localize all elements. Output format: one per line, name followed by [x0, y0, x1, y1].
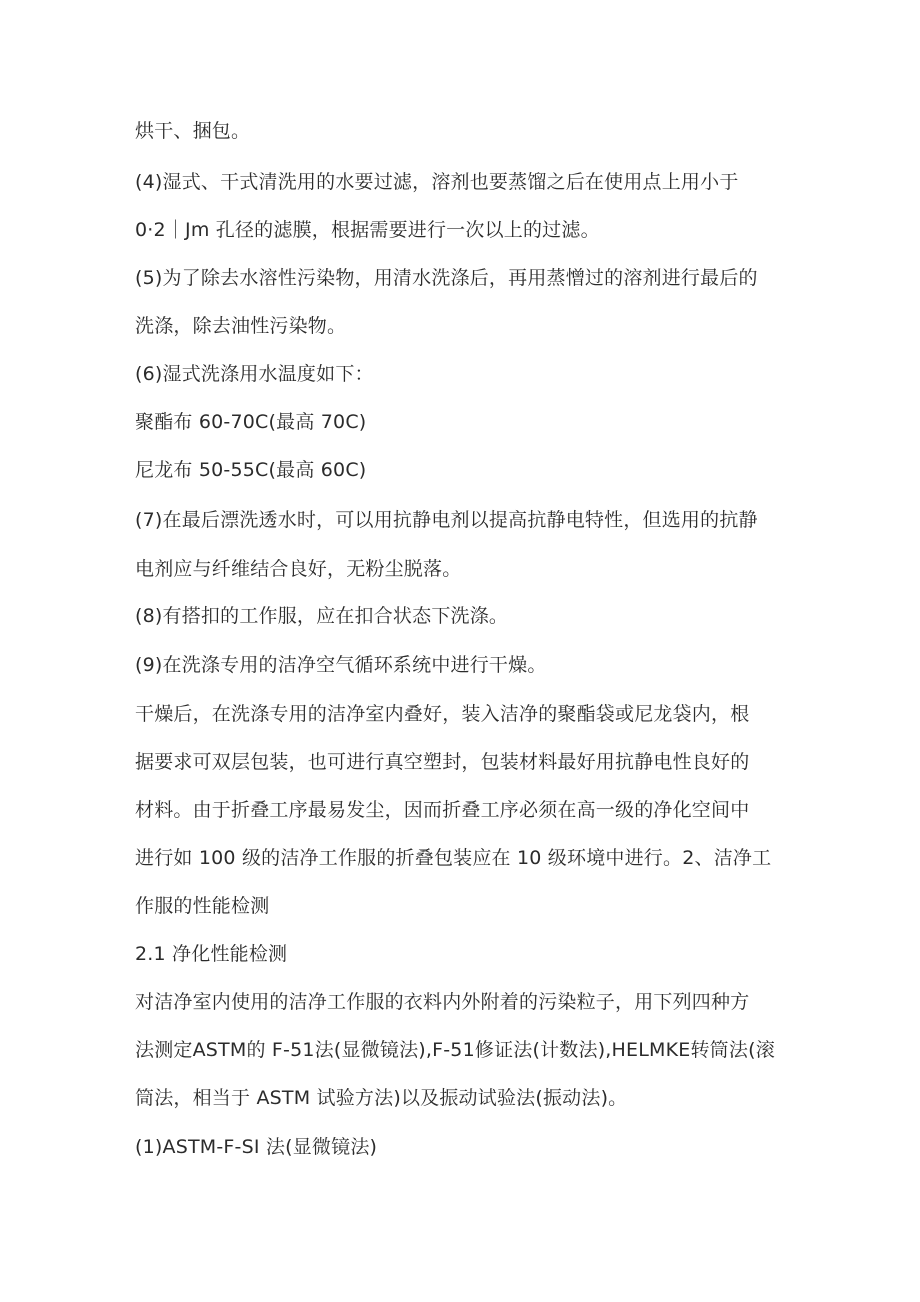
text-line: 聚酯布 60-70C(最高 70C) [135, 411, 367, 433]
text-line: (9)在洗涤专用的洁净空气循环系统中进行干燥。 [135, 654, 547, 676]
section-heading: 2.1 净化性能检测 [135, 943, 288, 965]
text-line: 对洁净室内使用的洁净工作服的衣料内外附着的污染粒子，用下列四种方 [135, 991, 750, 1013]
text-line: 干燥后，在洗涤专用的洁净室内叠好，装入洁净的聚酯袋或尼龙袋内，根 [135, 703, 750, 725]
text-line: (1)ASTM-F-SI 法(显微镜法) [135, 1136, 378, 1158]
text-line: 尼龙布 50-55C(最高 60C) [135, 459, 367, 481]
text-line: 洗涤，除去油性污染物。 [135, 315, 347, 337]
text-line: (6)湿式洗涤用水温度如下： [135, 363, 374, 385]
text-line: 作服的性能检测 [135, 895, 270, 917]
text-line: 法测定ASTM的 F-51法(显微镜法),F-51修证法(计数法),HELMKE转筒法(滚 [135, 1039, 775, 1061]
text-line: 筒法，相当于 ASTM 试验方法)以及振动试验法(振动法)。 [135, 1087, 628, 1109]
text-line: (4)湿式、干式清洗用的水要过滤，溶剂也要蒸馏之后在使用点上用小于 [135, 171, 739, 193]
text-line: (5)为了除去水溶性污染物，用清水洗涤后，再用蒸憎过的溶剂进行最后的 [135, 267, 758, 289]
text-line: 进行如 100 级的洁净工作服的折叠包装应在 10 级环境中进行。2、洁净工 [135, 847, 772, 869]
text-line: (8)有搭扣的工作服，应在扣合状态下洗涤。 [135, 605, 509, 627]
text-line: 材料。由于折叠工序最易发尘，因而折叠工序必须在高一级的净化空间中 [135, 799, 750, 821]
text-line: 0·2｜Jm 孔径的滤膜，根据需要进行一次以上的过滤。 [135, 219, 600, 241]
text-line: (7)在最后漂洗透水时，可以用抗静电剂以提高抗静电特性，但选用的抗静 [135, 509, 758, 531]
text-line: 电剂应与纤维结合良好，无粉尘脱落。 [135, 558, 462, 580]
text-line: 据要求可双层包装，也可进行真空塑封，包装材料最好用抗静电性良好的 [135, 751, 750, 773]
text-line: 烘干、捆包。 [135, 120, 251, 142]
